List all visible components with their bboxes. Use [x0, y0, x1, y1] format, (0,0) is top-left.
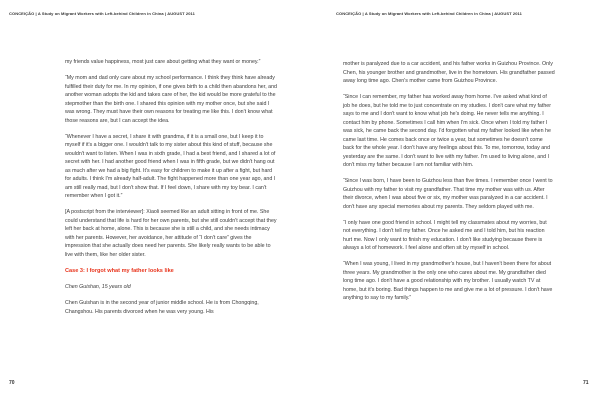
paragraph: “Since I was born, I have been to Guizhou less than five times. I remember once I went to Guizhou with my father to visit my grandfather. That time my mother was with us. After their divorce, when I was about five or six, my mother was paralyzed in a car accident. I don't have any special memories about my parents. They seldom played with me. — [343, 178, 553, 210]
paragraph: Chen Guishan is in the second year of junior middle school. He is from Chongqing, Changshou. His parents divorced when he was very young. His — [65, 300, 259, 315]
running-header-right: CONCEIÇÃO | A Study on Migrant Workers with Left-behind Children in China | AUGUST 2011 — [336, 11, 522, 16]
page-number-left: 70 — [9, 380, 15, 386]
paragraph: “Since I can remember, my father has worked away from home. I've asked what kind of job he does, but he told me to just concentrate on my studies. I don't care what my father says to me and I don't want to know what job he's doing. He never tells me anything. I contact him by phone. Sometimes I call him when I'm sick. Once when I told my father I was sick, he came back the second day. I'd forgotten what my father looked like when he came last time. He comes back once or twice a year, but sometimes he doesn't come back for the whole year. I don't have any feelings about this. To me, tomorrow, today and yesterday are the same. I don't want to live with my father. I'm used to living alone, and I don't miss my father because I am not familiar with him. — [343, 94, 551, 169]
paragraph: “My mom and dad only care about my school performance. I think they think have already fulfilled their duty for me. In my opinion, if one gives birth to a child then abandons her, and another woman adopts the kid and takes care of her, the kid would be more grateful to the stepmother than the birth one. I shared this opinion with my mother once, but she said I was wrong. They must have their own reasons for treating me like this. I don't know what those reasons are, but I can accept the idea. — [65, 75, 278, 124]
left-page-column — [65, 58, 277, 324]
paragraph: “When I was young, I lived in my grandmother's house, but I haven't been there for about three years. My grandmother is the only one who cares about me. My grandfather died long time ago. I don't have a good relationship with my brother. I usually watch TV at home, but it's boring. Bad things happen to me and give me a lot of pressure. I don't have anything to say to my family.” — [343, 261, 553, 302]
page-number-right: 71 — [583, 380, 589, 386]
paragraph: “I only have one good friend in school. I might tell my classmates about my worries, but not everything. I don't tell my father. Once he asked me and I told him, but his reaction hurt me. Now I only want to finish my education. I don't like studying because there is always a lot of homework. I feel alone and often sit by myself in school. — [343, 219, 547, 252]
paragraph: [A postscript from the interviewer]: Xiaoli seemed like an adult sitting in front of me. She could understand that life is hard for her own parents, but she still couldn't accept that they left her back at home, alone. This is because she is still a child, and she needs intimacy with her parents. However, her avoidance, her attitude of “I don't care” gives the impression that she actually does need her parents. She likely really wants to be able to live with them, like her older sister. — [65, 209, 277, 258]
paragraph: my friends value happiness, most just care about getting what they want or money.” — [65, 59, 261, 65]
running-header-left: CONCEIÇÃO | A Study on Migrant Workers with Left-behind Children in China | AUGUST 2011 — [9, 11, 195, 16]
case-title: Case 3: I forgot what my father looks like — [65, 267, 174, 274]
case-subtitle: Chen Guishan, 15 years old — [65, 283, 131, 290]
right-page-column — [343, 60, 555, 310]
paragraph: mother is paralyzed due to a car accident, and his father works in Guizhou Province. Only Chen, his younger brother and grandmother, live in the hometown. His grandfather passed away long time ago. Chen's mother came from Guizhou Province. — [343, 61, 555, 84]
paragraph: “Whenever I have a secret, I share it with grandma, if it is a small one, but I keep it to myself if it's a bigger one. I wouldn't talk to my sister about this kind of stuff, because she wouldn't want to listen. When I was in sixth grade, I had a best friend, and I shared a lot of secret with her. I had another good friend when I was in fifth grade, but we didn't hang out as much after we had a big fight. It's easy for children to make it up after a fight, but hard for adults. I think I'm already half-adult. The fight happened more than one year ago, and I am still really mad, but I don't show that. If I feel down, I share with my toy bear. I can't remember when I got it.” — [65, 133, 276, 200]
